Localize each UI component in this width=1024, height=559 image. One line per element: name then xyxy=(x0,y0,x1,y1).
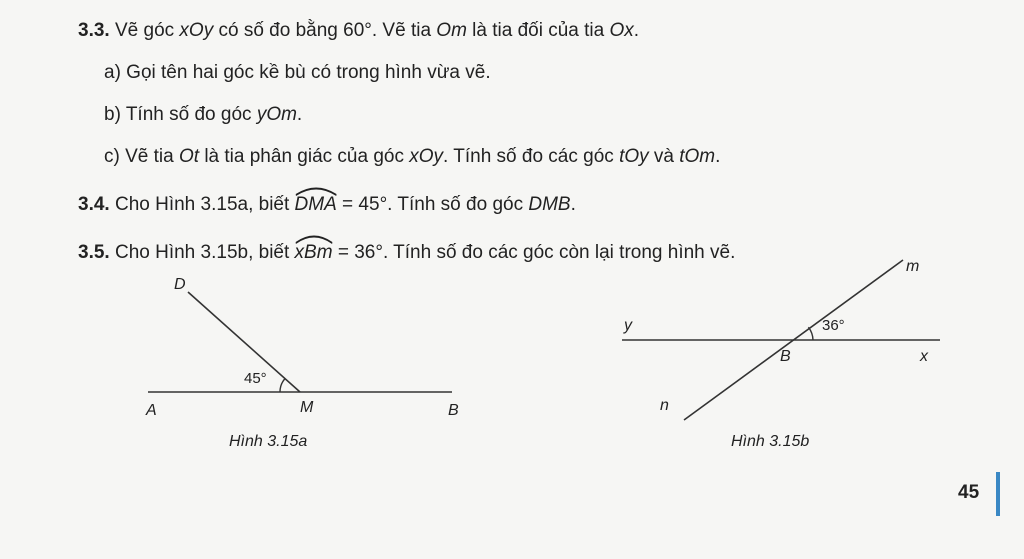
problem-3-3-part-b: b) Tính số đo góc yOm. xyxy=(104,104,303,125)
label-m: m xyxy=(906,258,920,275)
label-n: n xyxy=(660,397,669,414)
problem-3-4: 3.4. Cho Hình 3.15a, biết DMA = 45°. Tính số đo góc DMB. xyxy=(78,194,576,216)
caption-fig-b: Hình 3.15b xyxy=(731,433,810,450)
angle-notation: xBm xyxy=(295,242,333,264)
problem-number: 3.5. xyxy=(78,242,110,263)
label-b: B xyxy=(448,402,459,419)
label-a: A xyxy=(146,402,157,419)
label-y: y xyxy=(624,317,632,334)
problem-3-5: 3.5. Cho Hình 3.15b, biết xBm = 36°. Tính số đo các góc còn lại trong hình vẽ. xyxy=(78,242,735,264)
label-angle-45: 45° xyxy=(244,370,267,387)
angle-notation: DMA xyxy=(295,194,337,216)
figure-3-15b xyxy=(610,250,960,430)
problem-number: 3.4. xyxy=(78,194,110,215)
angle-arc xyxy=(808,327,813,340)
problem-3-3-part-c: c) Vẽ tia Ot là tia phân giác của góc xOy. Tính số đo các góc tOy và tOm. xyxy=(104,146,721,167)
page-number-accent-bar xyxy=(996,472,1000,516)
label-x: x xyxy=(920,348,928,365)
angle-arc xyxy=(280,379,285,392)
problem-number: 3.3. xyxy=(78,20,110,41)
figure-3-15a xyxy=(130,270,490,430)
caption-fig-a: Hình 3.15a xyxy=(229,433,308,450)
label-d: D xyxy=(174,276,186,293)
page-number: 45 xyxy=(958,482,980,503)
label-angle-36: 36° xyxy=(822,317,845,334)
label-b: B xyxy=(780,348,791,365)
problem-3-3: 3.3. Vẽ góc xOy có số đo bằng 60°. Vẽ tia Om là tia đối của tia Ox. xyxy=(78,20,640,41)
label-m: M xyxy=(300,399,314,416)
problem-3-3-part-a: a) Gọi tên hai góc kề bù có trong hình vừa vẽ. xyxy=(104,62,491,83)
